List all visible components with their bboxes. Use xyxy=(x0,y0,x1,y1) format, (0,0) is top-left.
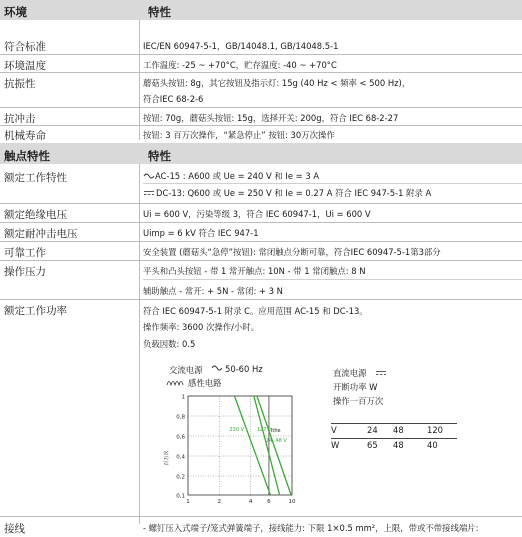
vibration-value-1: 蘑菇头按钮: 8g，其它按钮及指示灯: 15g (40 Hz < 频率 < 500 Hz)， xyxy=(143,78,411,88)
header-env-char: 特性 xyxy=(148,5,171,19)
dc-symbol-icon xyxy=(143,189,155,197)
x-tick-label: 4 xyxy=(248,499,253,505)
table-cell: 48 xyxy=(393,424,427,439)
vibration-label: 抗振性 xyxy=(4,78,36,90)
y-tick-label: 0,6 xyxy=(176,434,185,441)
wiring-value: - 螺钉压入式端子/笼式弹簧端子，接线能力: 下限 1×0.5 mm²，上限，带或不带接线端片: xyxy=(143,523,479,533)
x-tick-label: 2 xyxy=(217,499,222,505)
divider xyxy=(0,203,522,204)
insulation-value: Ui = 600 V，污染等级 3，符合 IEC 60947-1，Ui = 600 V xyxy=(143,209,371,219)
reliable-label: 可靠工作 xyxy=(4,247,46,259)
y-tick-label: 0,8 xyxy=(176,414,185,421)
table-row xyxy=(331,439,457,454)
pressure-value-1: 平头和凸头按钮 - 带 1 常开触点: 10N - 带 1 常闭触点: 8 N xyxy=(143,266,366,276)
series-label: 230 V xyxy=(229,427,245,433)
series-line xyxy=(254,396,280,495)
divider xyxy=(0,516,522,517)
env-temp-value: 工作温度: -25 ~ +70°C，贮存温度: -40 ~ +70°C xyxy=(143,60,337,70)
table-cell: 65 xyxy=(367,439,393,454)
ac-legend-freq: 50-60 Hz xyxy=(225,364,263,374)
divider xyxy=(0,241,522,242)
rated-op-ac: AC-15 : A600 或 Ue = 240 V 和 Ie = 3 A xyxy=(155,171,320,181)
table-cell: 24 xyxy=(367,424,393,439)
header-contact-char: 特性 xyxy=(148,149,171,163)
mech-life-value: 按钮: 3 百万次操作，“紧急停止” 按钮: 30万次操作 xyxy=(143,130,335,140)
x-tick-label: 6 xyxy=(267,499,271,505)
reliable-value: 安全装置 (蘑菇头“急停”按钮): 常闭触点分断可靠，符合IEC 60947-5-1第3部分 xyxy=(143,247,441,257)
mech-life-label: 机械寿命 xyxy=(4,130,46,142)
power-line-2: 操作频率: 3600 次操作/小时。 xyxy=(143,322,260,332)
y-tick-label: 0,2 xyxy=(176,474,185,481)
divider xyxy=(0,125,522,126)
dc-legend-title: 直流电源 xyxy=(333,368,367,378)
divider xyxy=(0,222,522,223)
standards-label: 符合标准 xyxy=(4,41,46,53)
power-label: 额定工作功率 xyxy=(4,305,67,317)
shock-label: 抗冲击 xyxy=(4,113,36,125)
divider xyxy=(0,54,522,55)
impulse-value: Uimp = 6 kV 符合 IEC 947-1 xyxy=(143,228,259,238)
column-divider xyxy=(139,20,140,140)
wiring-label: 接线 xyxy=(4,523,25,535)
series-label: 24..48 V xyxy=(265,438,287,444)
pressure-label: 操作压力 xyxy=(4,266,46,278)
env-temp-label: 环境温度 xyxy=(4,60,46,72)
table-cell: 48 xyxy=(393,439,427,454)
y-tick-label: 0,4 xyxy=(176,454,185,461)
y-tick-label: 0,1 xyxy=(176,493,185,500)
column-divider xyxy=(139,164,140,524)
series-line xyxy=(257,396,291,495)
x-tick-label: 10 xyxy=(288,499,296,505)
ac-wave-icon xyxy=(143,172,155,180)
shock-value: 按钮: 70g，蘑菇头按钮: 15g，选择开关: 200g，符合 IEC 68-2-27 xyxy=(143,113,399,123)
rated-op-dc: DC-13: Q600 或 Ue = 250 V 和 Ie = 0.27 A 符合 IEC 947-5-1 附录 A xyxy=(156,188,432,198)
ithe-marker-label: Ithe xyxy=(270,428,281,434)
dc-power-table xyxy=(331,423,457,453)
divider xyxy=(0,72,522,73)
power-line-3: 负载因数: 0.5 xyxy=(143,339,196,349)
divider xyxy=(0,260,522,261)
electrical-life-chart xyxy=(150,388,300,513)
vibration-value-2: 符合IEC 68-2-6 xyxy=(143,94,204,104)
inductor-coil-icon xyxy=(166,378,186,386)
impulse-label: 额定耐冲击电压 xyxy=(4,228,78,240)
divider xyxy=(143,183,522,184)
series-line xyxy=(235,396,271,495)
y-axis-label: 百万次 xyxy=(164,450,170,466)
section-header-environment xyxy=(0,0,522,20)
divider xyxy=(143,279,522,280)
table-cell: W xyxy=(331,439,367,454)
ac-wave-icon xyxy=(211,364,223,372)
standards-value: IEC/EN 60947-5-1，GB/14048.1, GB/14048.5-1 xyxy=(143,41,339,51)
ac-legend-title: 交流电源 xyxy=(169,365,203,375)
section-header-contact xyxy=(0,143,522,164)
dc-symbol-icon xyxy=(375,369,387,377)
pressure-value-2: 辅助触点 - 常开: + 5N - 常闭: + 3 N xyxy=(143,286,283,296)
table-cell: V xyxy=(331,424,367,439)
table-cell: 120 xyxy=(427,424,457,439)
ac-legend-inductive: 感性电路 xyxy=(188,378,222,388)
divider xyxy=(0,299,522,300)
series-label: 127 V xyxy=(256,427,272,433)
x-tick-label: 1 xyxy=(186,499,190,505)
dc-legend-ops: 操作一百万次 xyxy=(333,396,384,406)
table-cell: 40 xyxy=(427,439,457,454)
dc-legend-power: 开断功率 W xyxy=(333,382,378,392)
table-row xyxy=(331,424,457,439)
power-line-1: 符合 IEC 60947-5-1 附录 C。应用范围 AC-15 和 DC-13。 xyxy=(143,306,368,316)
insulation-label: 额定绝缘电压 xyxy=(4,209,67,221)
header-contact-label: 触点特性 xyxy=(4,149,50,163)
y-tick-label: 1 xyxy=(181,394,185,401)
divider xyxy=(0,107,522,108)
rated-op-label: 额定工作特性 xyxy=(4,172,67,184)
header-env-label: 环境 xyxy=(4,5,27,19)
